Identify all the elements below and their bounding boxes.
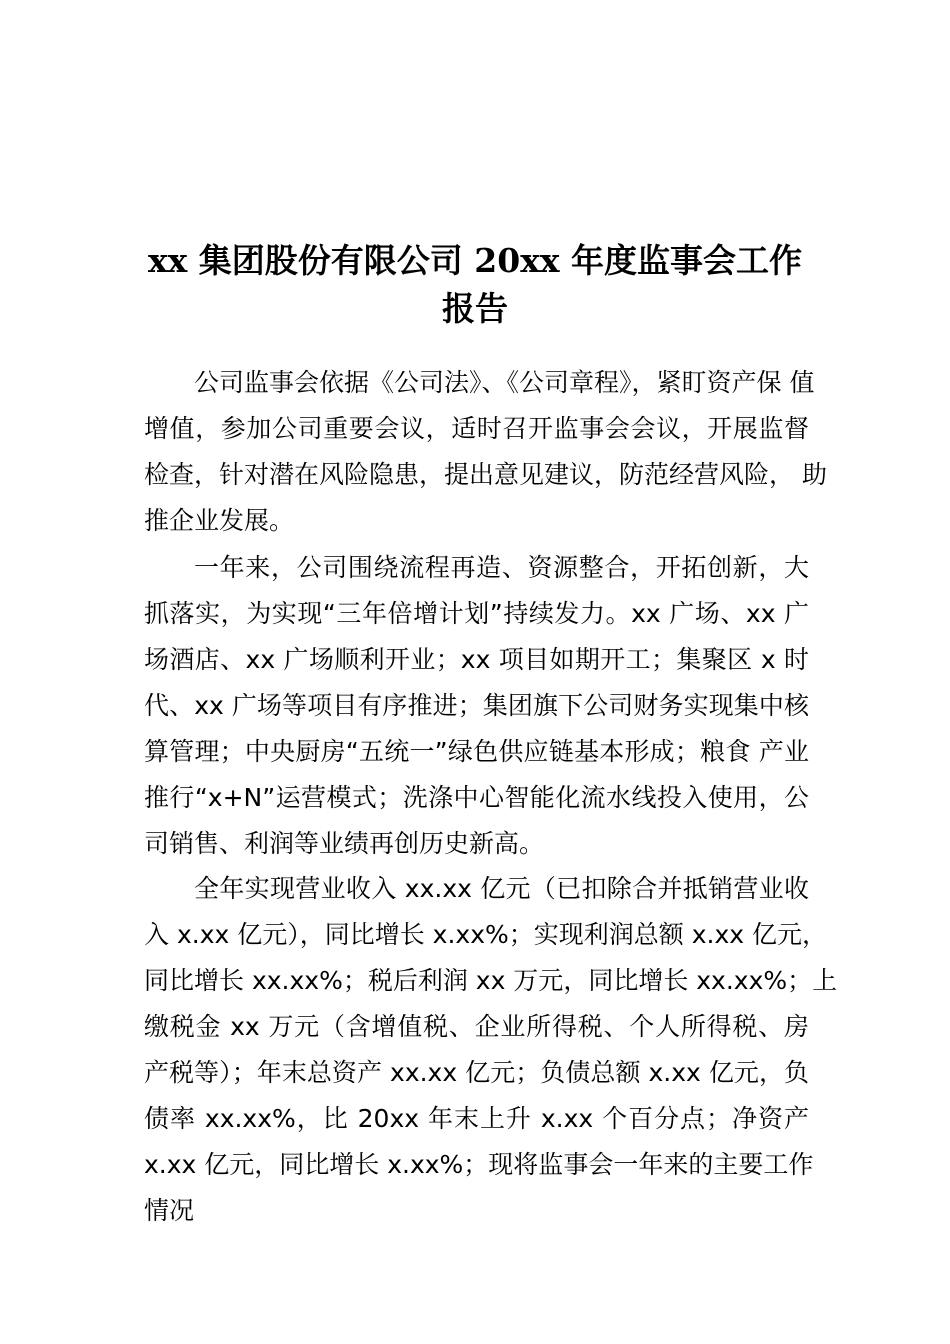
paragraph-3-line-1: 全年实现营业收入 xx.xx 亿元（已扣除合并抵销营业收 [194, 874, 809, 903]
paragraph-2-line-3: 场酒店、xx 广场顺利开业；xx 项目如期开工；集聚区 x 时 [144, 645, 809, 674]
paragraph-1-line-2: 增值，参加公司重要会议，适时召开监事会会议，开展监督 [144, 414, 809, 443]
paragraph-3-line-5: 产税等）；年末总资产 xx.xx 亿元；负债总额 x.xx 亿元，负 [144, 1058, 809, 1087]
paragraph-1-line-3: 检查，针对潜在风险隐患，提出意见建议，防范经营风险， 助 [144, 460, 827, 489]
paragraph-2-line-7: 司销售、利润等业绩再创历史新高。 [144, 829, 545, 858]
paragraph-3-line-3: 同比增长 xx.xx%；税后利润 xx 万元，同比增长 xx.xx%；上 [144, 966, 838, 995]
paragraph-1-line-4: 推企业发展。 [144, 506, 295, 535]
paragraph-2-line-5: 算管理；中央厨房“五统一”绿色供应链基本形成；粮食 产业 [144, 737, 809, 766]
paragraph-2-line-4: 代、xx 广场等项目有序推进；集团旗下公司财务实现集中核 [144, 691, 809, 720]
document-title-line-2: 报告 [442, 289, 508, 328]
paragraph-2-line-6: 推行“x+N”运营模式；洗涤中心智能化流水线投入使用，公 [144, 783, 809, 812]
paragraph-3-line-8: 情况 [144, 1196, 195, 1225]
paragraph-2-line-2: 抓落实，为实现“三年倍增计划”持续发力。xx 广场、xx 广 [144, 599, 809, 628]
paragraph-3-line-6: 债率 xx.xx%，比 20xx 年末上升 x.xx 个百分点；净资产 [144, 1104, 809, 1133]
paragraph-2-line-1: 一年来，公司围绕流程再造、资源整合，开拓创新，大 [194, 553, 809, 582]
paragraph-3-line-2: 入 x.xx 亿元），同比增长 x.xx%；实现利润总额 x.xx 亿元， [144, 920, 827, 949]
paragraph-3-line-7: x.xx 亿元，同比增长 x.xx%；现将监事会一年来的主要工作 [144, 1150, 814, 1179]
document-title-line-1: xx 集团股份有限公司 20xx 年度监事会工作 [147, 241, 803, 280]
paragraph-1-line-1: 公司监事会依据《公司法》、《公司章程》，紧盯资产保 值 [194, 368, 815, 397]
paragraph-3-line-4: 缴税金 xx 万元（含增值税、企业所得税、个人所得税、房 [144, 1012, 809, 1041]
